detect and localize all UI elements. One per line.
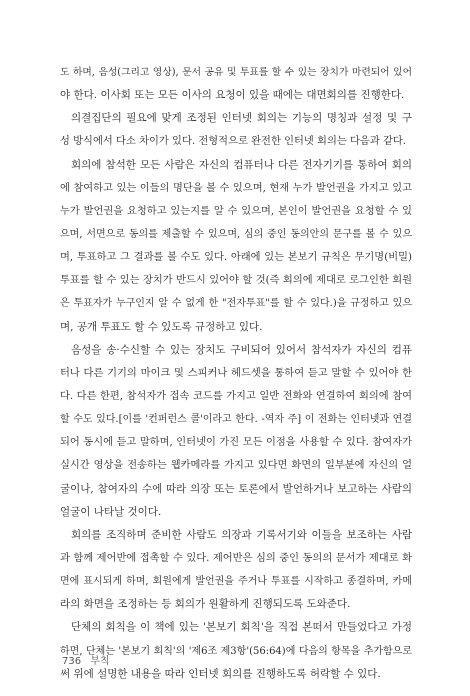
- text-line: 굴이나, 참여자의 수에 따라 의장 또는 토론에서 발언하거나 보고하는 사람의: [60, 482, 412, 495]
- text-line: 성 방식에서 다소 차이가 있다. 전형적으로 완전한 인터넷 회의는 다음과 같다.: [60, 135, 407, 148]
- text-line: 으며, 서면으로 동의를 제출할 수 있으며, 심의 중인 동의안의 문구를 볼 수 있으: [60, 228, 412, 240]
- text-line: 얼굴이 나타날 것이다.: [60, 505, 162, 518]
- text-line: 은 투표자가 누구인지 알 수 없게 한 "전자투표"를 할 수 있다.)을 규정하고 있으: [60, 298, 412, 310]
- text-line: 라의 화면을 조정하는 등 회의가 원활하게 진행되도록 도와준다.: [60, 598, 351, 611]
- text-line: 써 위에 설명한 내용을 따라 인터넷 회의를 진행하도록 허락할 수 있다.: [60, 667, 381, 680]
- text-line: 며, 공개 투표도 할 수 있도록 규정하고 있다.: [60, 320, 263, 333]
- text-line: 야 한다. 이사회 또는 모든 이사의 요청이 있을 때에는 대면회의를 진행한다.: [60, 89, 405, 102]
- body-text: [60, 61, 412, 686]
- text-line: 단체의 회칙을 이 책에 있는 '본보기 회칙'을 직접 본떠서 만들었다고 가정: [71, 621, 412, 634]
- text-line: 도 하며, 음성(그리고 영상), 문서 공유 및 투표를 할 수 있는 장치가 마련되어 있어: [60, 67, 412, 78]
- text-line: 되어 동시에 듣고 말하며, 인터넷이 가진 모든 이점을 사용할 수 있다. 참여자가: [60, 436, 412, 449]
- text-line: 회의에 참석한 모든 사람은 자신의 컴퓨터나 다른 전자기기를 통하여 회의: [71, 158, 412, 171]
- page-number: 736: [62, 656, 82, 667]
- text-line: 할 수도 있다.[이를 '컨퍼런스 콜'이라고 한다. -역자 주] 이 전화는 인터넷과 연결: [60, 414, 412, 426]
- text-line: 회의를 조직하며 준비한 사람도 의장과 기록서기와 이들을 보조하는 사람: [71, 528, 412, 541]
- text-line: 과 함께 제어반에 접촉할 수 있다. 제어반은 심의 중인 동의의 문서가 제대로 화: [60, 551, 412, 564]
- text-line: 며, 투표하고 그 결과를 볼 수도 있다. 아래에 있는 본보기 규칙은 무기명(비밀): [60, 251, 412, 264]
- text-line: 의결집단의 필요에 맞게 조정된 인터넷 회의는 기능의 명칭과 설정 및 구: [71, 112, 412, 125]
- text-line: 면에 표시되게 하며, 회원에게 발언권을 주거나 투표를 시작하고 종결하며, 카메: [60, 576, 412, 588]
- text-line: 누가 발언권을 요청하고 있는지를 알 수 있으며, 본인이 발언권을 요청할 수 있: [60, 204, 412, 217]
- text-line: 다. 다른 한편, 참석자가 접속 코드를 가지고 일반 전화와 연결하여 회의에 참여: [60, 389, 412, 402]
- text-line: 투표를 할 수 있는 장치가 반드시 있어야 할 것(즉 회의에 제대로 로그인한 회원: [60, 274, 412, 287]
- text-line: 에 참여하고 있는 이들의 명단을 볼 수 있으며, 현재 누가 발언권을 가지고 있고: [60, 181, 412, 194]
- section-title: 부칙: [90, 656, 110, 667]
- text-line: 실시간 영상을 전송하는 웹카메라를 가지고 있다면 화면의 일부분에 자신의 얼: [60, 459, 412, 472]
- text-line: 하면, 단체는 '본보기 회칙'의 '제6조 제3항'(56:64)에 다음의 항목을 추가함으로: [60, 645, 412, 657]
- page-footer: [62, 652, 116, 667]
- text-line: 음성을 송·수신할 수 있는 장치도 구비되어 있어서 참석자가 자신의 컴퓨: [71, 343, 412, 356]
- text-line: 터나 다른 기기의 마이크 및 스피커나 헤드셋을 통하여 듣고 말할 수 있어야 한: [60, 366, 412, 379]
